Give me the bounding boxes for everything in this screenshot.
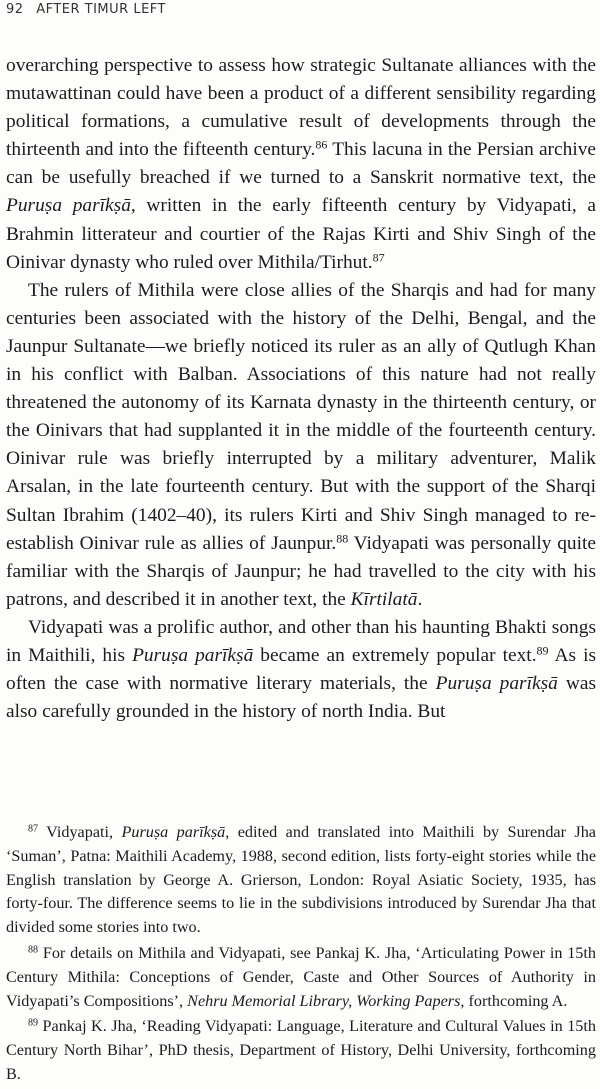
text-run: Vidyapati was personally quite familiar with the Sharqis of Jaunpur; he had travelled to the city with his patrons, and described it in another text, the [6, 532, 596, 610]
text-run: For details on Mithila and Vidyapati, see Pankaj K. Jha, ‘Articulating Power in 15th Century Mithila: Conceptions of Gender, Caste and Other Sources of Authority in Vidyapati’s Compositions’, [6, 943, 596, 1010]
text-run: As is often the case with normative literary materials, the [6, 644, 596, 695]
italic-title: Puruṣa parīkṣā [435, 673, 558, 695]
body-paragraph [6, 277, 596, 614]
running-head [6, 2, 166, 17]
body-paragraph [6, 614, 596, 726]
text-run: Vidyapati, [38, 823, 122, 841]
text-run: Vidyapati was a prolific author, and other than his haunting Bhakti songs in Maithili, his [6, 616, 596, 666]
body-text [6, 52, 596, 726]
italic-title: Nehru Memorial Library, Working Papers [187, 991, 461, 1010]
italic-title: Puruṣa parīkṣā [132, 644, 254, 666]
footnotes [6, 821, 596, 1089]
text-run: , written in the early fifteenth century by Vidyapati, a Brahmin litterateur and courtier of the Rajas Kirti and Shiv Singh of the Oinivar dynasty who ruled over Mithila/Tirhut. [6, 195, 596, 273]
footnote-ref: 86 [315, 137, 328, 152]
body-paragraph [6, 52, 596, 277]
footnote-ref: 88 [336, 530, 349, 545]
text-run: overarching perspective to assess how strategic Sultanate alliances with the mutawattinan could have been a product of a different sensibility regarding political formations, a cumulative result of developments through the thirteenth and into the fifteenth century. [6, 55, 596, 161]
running-title: AFTER TIMUR LEFT [36, 2, 166, 17]
footnote [6, 821, 596, 940]
text-run: became an extremely popular text. [253, 644, 537, 666]
footnote-ref: 89 [536, 643, 549, 658]
footnote [6, 942, 596, 1013]
italic-title: Kīrtilatā [350, 588, 418, 610]
text-run: was also carefully grounded in the history of north India. But [6, 673, 596, 723]
footnote-ref: 89 [28, 1017, 39, 1029]
text-run: The rulers of Mithila were close allies of the Sharqis and had for many centuries been associated with the history of the Delhi, Bengal, and the Jaunpur Sultanate—we briefly noticed its ruler as an ally of Qutlugh Khan in his conflict with Balban. Associations of this nature had not really threatened the autonomy of its Karnata dynasty in the thirteenth century, or the Oinivars that had supplanted it in the middle of the fourteenth century. Oinivar rule was briefly interrupted by a military adventurer, Malik Arsalan, in the late fourteenth century. But with the support of the Sharqi Sultan Ibrahim (1402–40), its rulers Kirti and Shiv Singh managed to re-establish Oinivar rule as allies of Jaunpur. [6, 279, 596, 554]
text-run: . [417, 588, 423, 610]
footnote-ref: 87 [372, 250, 385, 265]
text-run: This lacuna in the Persian archive can be usefully breached if we turned to a Sanskrit normative text, the [6, 139, 597, 189]
footnote [6, 1015, 596, 1086]
footnote-ref: 87 [28, 823, 39, 835]
page-number: 92 [6, 2, 24, 17]
italic-title: Puruṣa parīkṣā [121, 823, 226, 841]
text-run: Pankaj K. Jha, ‘Reading Vidyapati: Language, Literature and Cultural Values in 15th Century North Bihar’, PhD thesis, Department of History, Delhi University, forthcoming B. [6, 1017, 596, 1083]
italic-title: Puruṣa parīkṣā [6, 195, 131, 217]
footnote-ref: 88 [28, 944, 39, 956]
text-run: , edited and translated into Maithili by Surendar Jha ‘Suman’, Patna: Maithili Academy, 1988, second edition, lists forty-eight stories while the English translation by George A. Grierson, London: Royal Asiatic Society, 1935, has forty-four. The difference seems to lie in the subdivisions introduced by Surendar Jha that divided some stories into two. [6, 823, 596, 937]
text-run: , forthcoming A. [460, 991, 568, 1010]
